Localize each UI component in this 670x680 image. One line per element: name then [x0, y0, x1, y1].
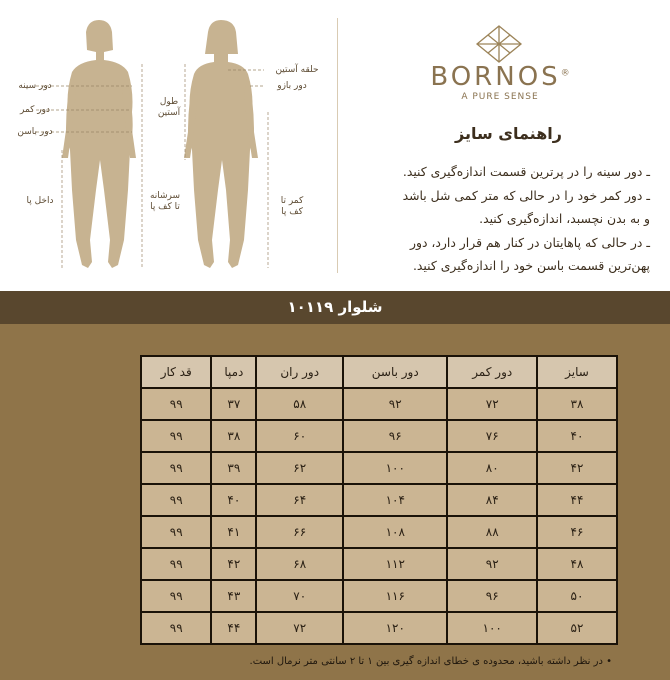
table-cell: ۶۴ — [256, 484, 343, 516]
table-cell: ۱۱۶ — [343, 580, 447, 612]
table-cell: ۴۲ — [211, 548, 256, 580]
table-row — [141, 452, 617, 484]
table-row — [141, 580, 617, 612]
table-cell: ۷۲ — [447, 388, 537, 420]
table-cell: ۹۲ — [447, 548, 537, 580]
product-title: شلوار ۱۰۱۱۹ — [287, 298, 383, 316]
guide-line: پهن‌ترین قسمت باسن خود را اندازه‌گیری کنید. — [412, 258, 650, 273]
table-row — [141, 388, 617, 420]
guide-line: ـ دور سینه را در پرترین قسمت اندازه‌گیری کنید. — [402, 164, 650, 179]
hip-label: دور باسن — [17, 127, 53, 137]
armhole-label: حلقه آستین — [275, 65, 319, 75]
table-cell: ۴۰ — [211, 484, 256, 516]
column-header: دور کمر — [447, 356, 537, 388]
table-cell: ۴۴ — [211, 612, 256, 644]
table-cell: ۱۰۸ — [343, 516, 447, 548]
table-cell: ۹۹ — [141, 388, 211, 420]
size-table — [140, 355, 618, 645]
size-guide-title: راهنمای سایز — [455, 124, 562, 143]
table-cell: ۶۰ — [256, 420, 343, 452]
table-cell: ۱۰۰ — [447, 612, 537, 644]
table-cell: ۹۹ — [141, 516, 211, 548]
inseam-label: داخل پا — [26, 196, 54, 206]
measurement-note — [250, 656, 612, 667]
guide-line: ـ در حالی که پاهایتان در کنار هم قرار دارد، دور — [409, 234, 650, 250]
table-cell: ۱۰۰ — [343, 452, 447, 484]
shoulder-to-floor-label: سرشانه تا کف پا — [149, 191, 181, 212]
column-header: سایز — [537, 356, 617, 388]
table-row — [141, 548, 617, 580]
table-cell: ۶۶ — [256, 516, 343, 548]
table-cell: ۳۹ — [211, 452, 256, 484]
note-text: در نظر داشته باشید، محدوده ی خطای اندازه گیری بین ۱ تا ۲ سانتی متر نرمال است. — [249, 656, 603, 667]
table-cell: ۳۷ — [211, 388, 256, 420]
table-cell: ۶۸ — [256, 548, 343, 580]
table-cell: ۷۲ — [256, 612, 343, 644]
table-cell: ۴۲ — [537, 452, 617, 484]
waist-to-floor-label: کمر تا کف پا — [280, 196, 304, 217]
table-cell: ۷۶ — [447, 420, 537, 452]
table-row — [141, 420, 617, 452]
table-cell: ۹۶ — [447, 580, 537, 612]
table-cell: ۴۴ — [537, 484, 617, 516]
table-cell: ۳۸ — [537, 388, 617, 420]
table-cell: ۶۲ — [256, 452, 343, 484]
table-cell: ۳۸ — [211, 420, 256, 452]
table-cell: ۴۶ — [537, 516, 617, 548]
table-cell: ۴۳ — [211, 580, 256, 612]
table-cell: ۴۰ — [537, 420, 617, 452]
table-body — [141, 388, 617, 644]
waist-label: دور کمر — [19, 105, 50, 115]
sleeve-length-label: طول آستین — [157, 97, 181, 118]
upper-arm-label: دور بازو — [277, 81, 307, 91]
table-cell: ۵۲ — [537, 612, 617, 644]
brand-name: BORNOS® — [430, 62, 570, 92]
back-body-figure — [184, 20, 258, 268]
guide-line: ـ دور کمر خود را در حالی که متر کمی شل باشد — [402, 187, 650, 203]
table-row — [141, 484, 617, 516]
table-row — [141, 516, 617, 548]
table-cell: ۱۱۲ — [343, 548, 447, 580]
brand-tagline: A PURE SENSE — [461, 92, 539, 102]
table-cell: ۹۲ — [343, 388, 447, 420]
table-cell: ۷۰ — [256, 580, 343, 612]
table-cell: ۹۶ — [343, 420, 447, 452]
table-header-row — [141, 356, 617, 388]
product-banner — [0, 291, 670, 324]
table-cell: ۹۹ — [141, 548, 211, 580]
table-cell: ۸۴ — [447, 484, 537, 516]
panel-divider — [337, 18, 338, 273]
column-header: دور باسن — [343, 356, 447, 388]
table-cell: ۹۹ — [141, 612, 211, 644]
table-cell: ۸۰ — [447, 452, 537, 484]
bust-label: دور سینه — [18, 81, 52, 91]
column-header: دمپا — [211, 356, 256, 388]
table-row — [141, 612, 617, 644]
size-guide-instructions — [350, 160, 650, 278]
table-cell: ۸۸ — [447, 516, 537, 548]
column-header: قد کار — [141, 356, 211, 388]
table-cell: ۹۹ — [141, 420, 211, 452]
table-cell: ۴۸ — [537, 548, 617, 580]
table-cell: ۹۹ — [141, 484, 211, 516]
column-header: دور ران — [256, 356, 343, 388]
table-cell: ۴۱ — [211, 516, 256, 548]
table-cell: ۹۹ — [141, 580, 211, 612]
size-guide-panel — [0, 0, 670, 291]
body-measurement-illustration — [0, 0, 335, 291]
note-bullet: • — [606, 656, 612, 667]
table-cell: ۵۰ — [537, 580, 617, 612]
table-cell: ۱۰۴ — [343, 484, 447, 516]
table-cell: ۹۹ — [141, 452, 211, 484]
table-cell: ۱۲۰ — [343, 612, 447, 644]
bornos-logo-icon — [471, 22, 527, 66]
guide-line: و به بدن نچسبد، اندازه‌گیری کنید. — [479, 211, 650, 226]
front-body-figure — [62, 20, 136, 268]
table-cell: ۵۸ — [256, 388, 343, 420]
